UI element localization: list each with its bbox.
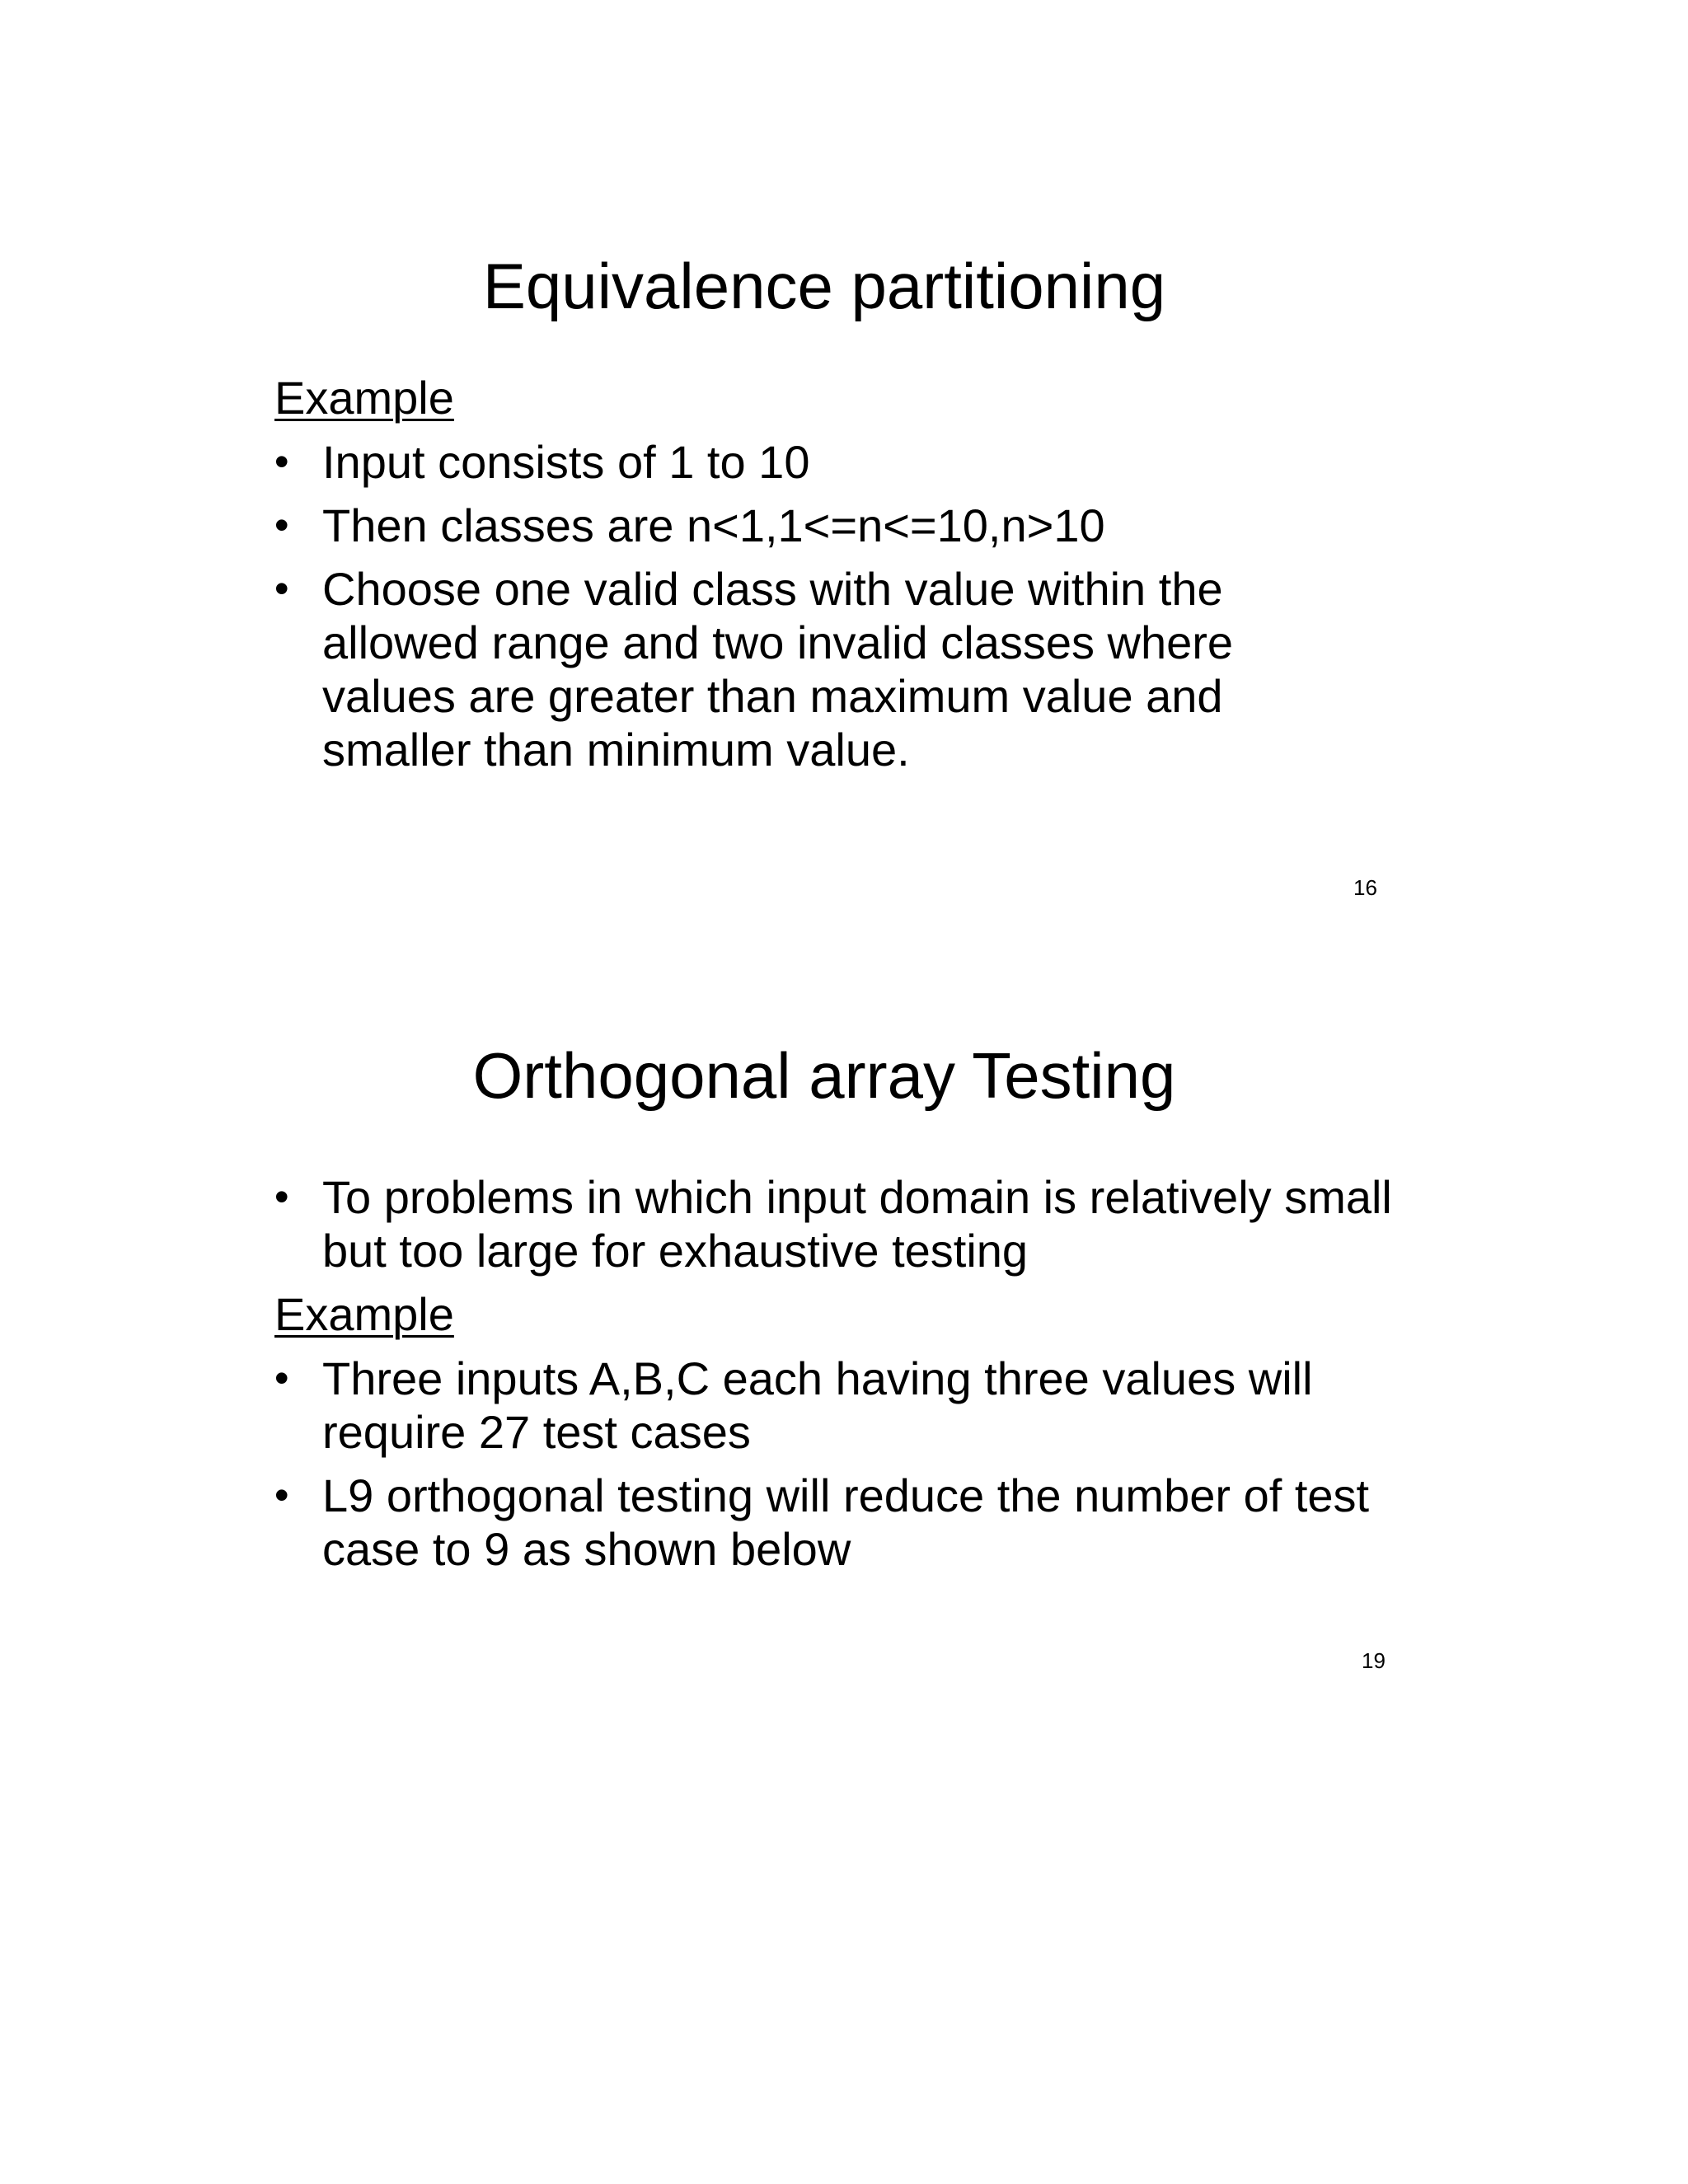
bullet-icon: •: [274, 565, 289, 612]
bullet-text: Then classes are n<1,1<=n<=10,n>10: [322, 499, 1105, 551]
example-heading: Example: [274, 372, 454, 424]
slide-title: Equivalence partitioning: [482, 250, 1166, 322]
bullet-icon: •: [274, 1355, 289, 1401]
bullet-item: [274, 435, 1394, 489]
slide-content: [274, 1170, 1412, 1586]
bullet-text: Input consists of 1 to 10: [322, 436, 810, 488]
bullet-item: [274, 562, 1348, 776]
page-number: 19: [1362, 1648, 1386, 1673]
bullet-item: [274, 1469, 1386, 1576]
bullet-icon: •: [274, 1472, 289, 1518]
bullet-text: Three inputs A,B,C each having three values will require 27 test cases: [322, 1352, 1313, 1458]
bullet-list: [274, 1352, 1412, 1576]
bullet-icon: •: [274, 502, 289, 548]
slide-orthogonal-array-testing: [0, 923, 1688, 1846]
bullet-text: L9 orthogonal testing will reduce the number of test case to 9 as shown below: [322, 1469, 1370, 1575]
bullet-icon: •: [274, 1174, 289, 1220]
example-heading: Example: [274, 1288, 454, 1340]
slide-title: Orthogonal array Testing: [472, 1039, 1176, 1112]
bullet-item: [274, 499, 1394, 552]
bullet-text: To problems in which input domain is relatively small but too large for exhaustive testing: [322, 1171, 1392, 1277]
page-number: 16: [1353, 875, 1377, 900]
slide-equivalence-partitioning: [0, 0, 1688, 923]
bullet-list: [274, 435, 1412, 776]
bullet-text: Choose one valid class with value within the allowed range and two invalid classes where values are greater than maximum value and smaller than minimum value.: [322, 563, 1234, 776]
bullet-item: [274, 1352, 1361, 1459]
intro-bullet-list: [274, 1170, 1412, 1277]
slide-content: [274, 371, 1412, 786]
bullet-item: [274, 1170, 1443, 1277]
bullet-icon: •: [274, 438, 289, 485]
